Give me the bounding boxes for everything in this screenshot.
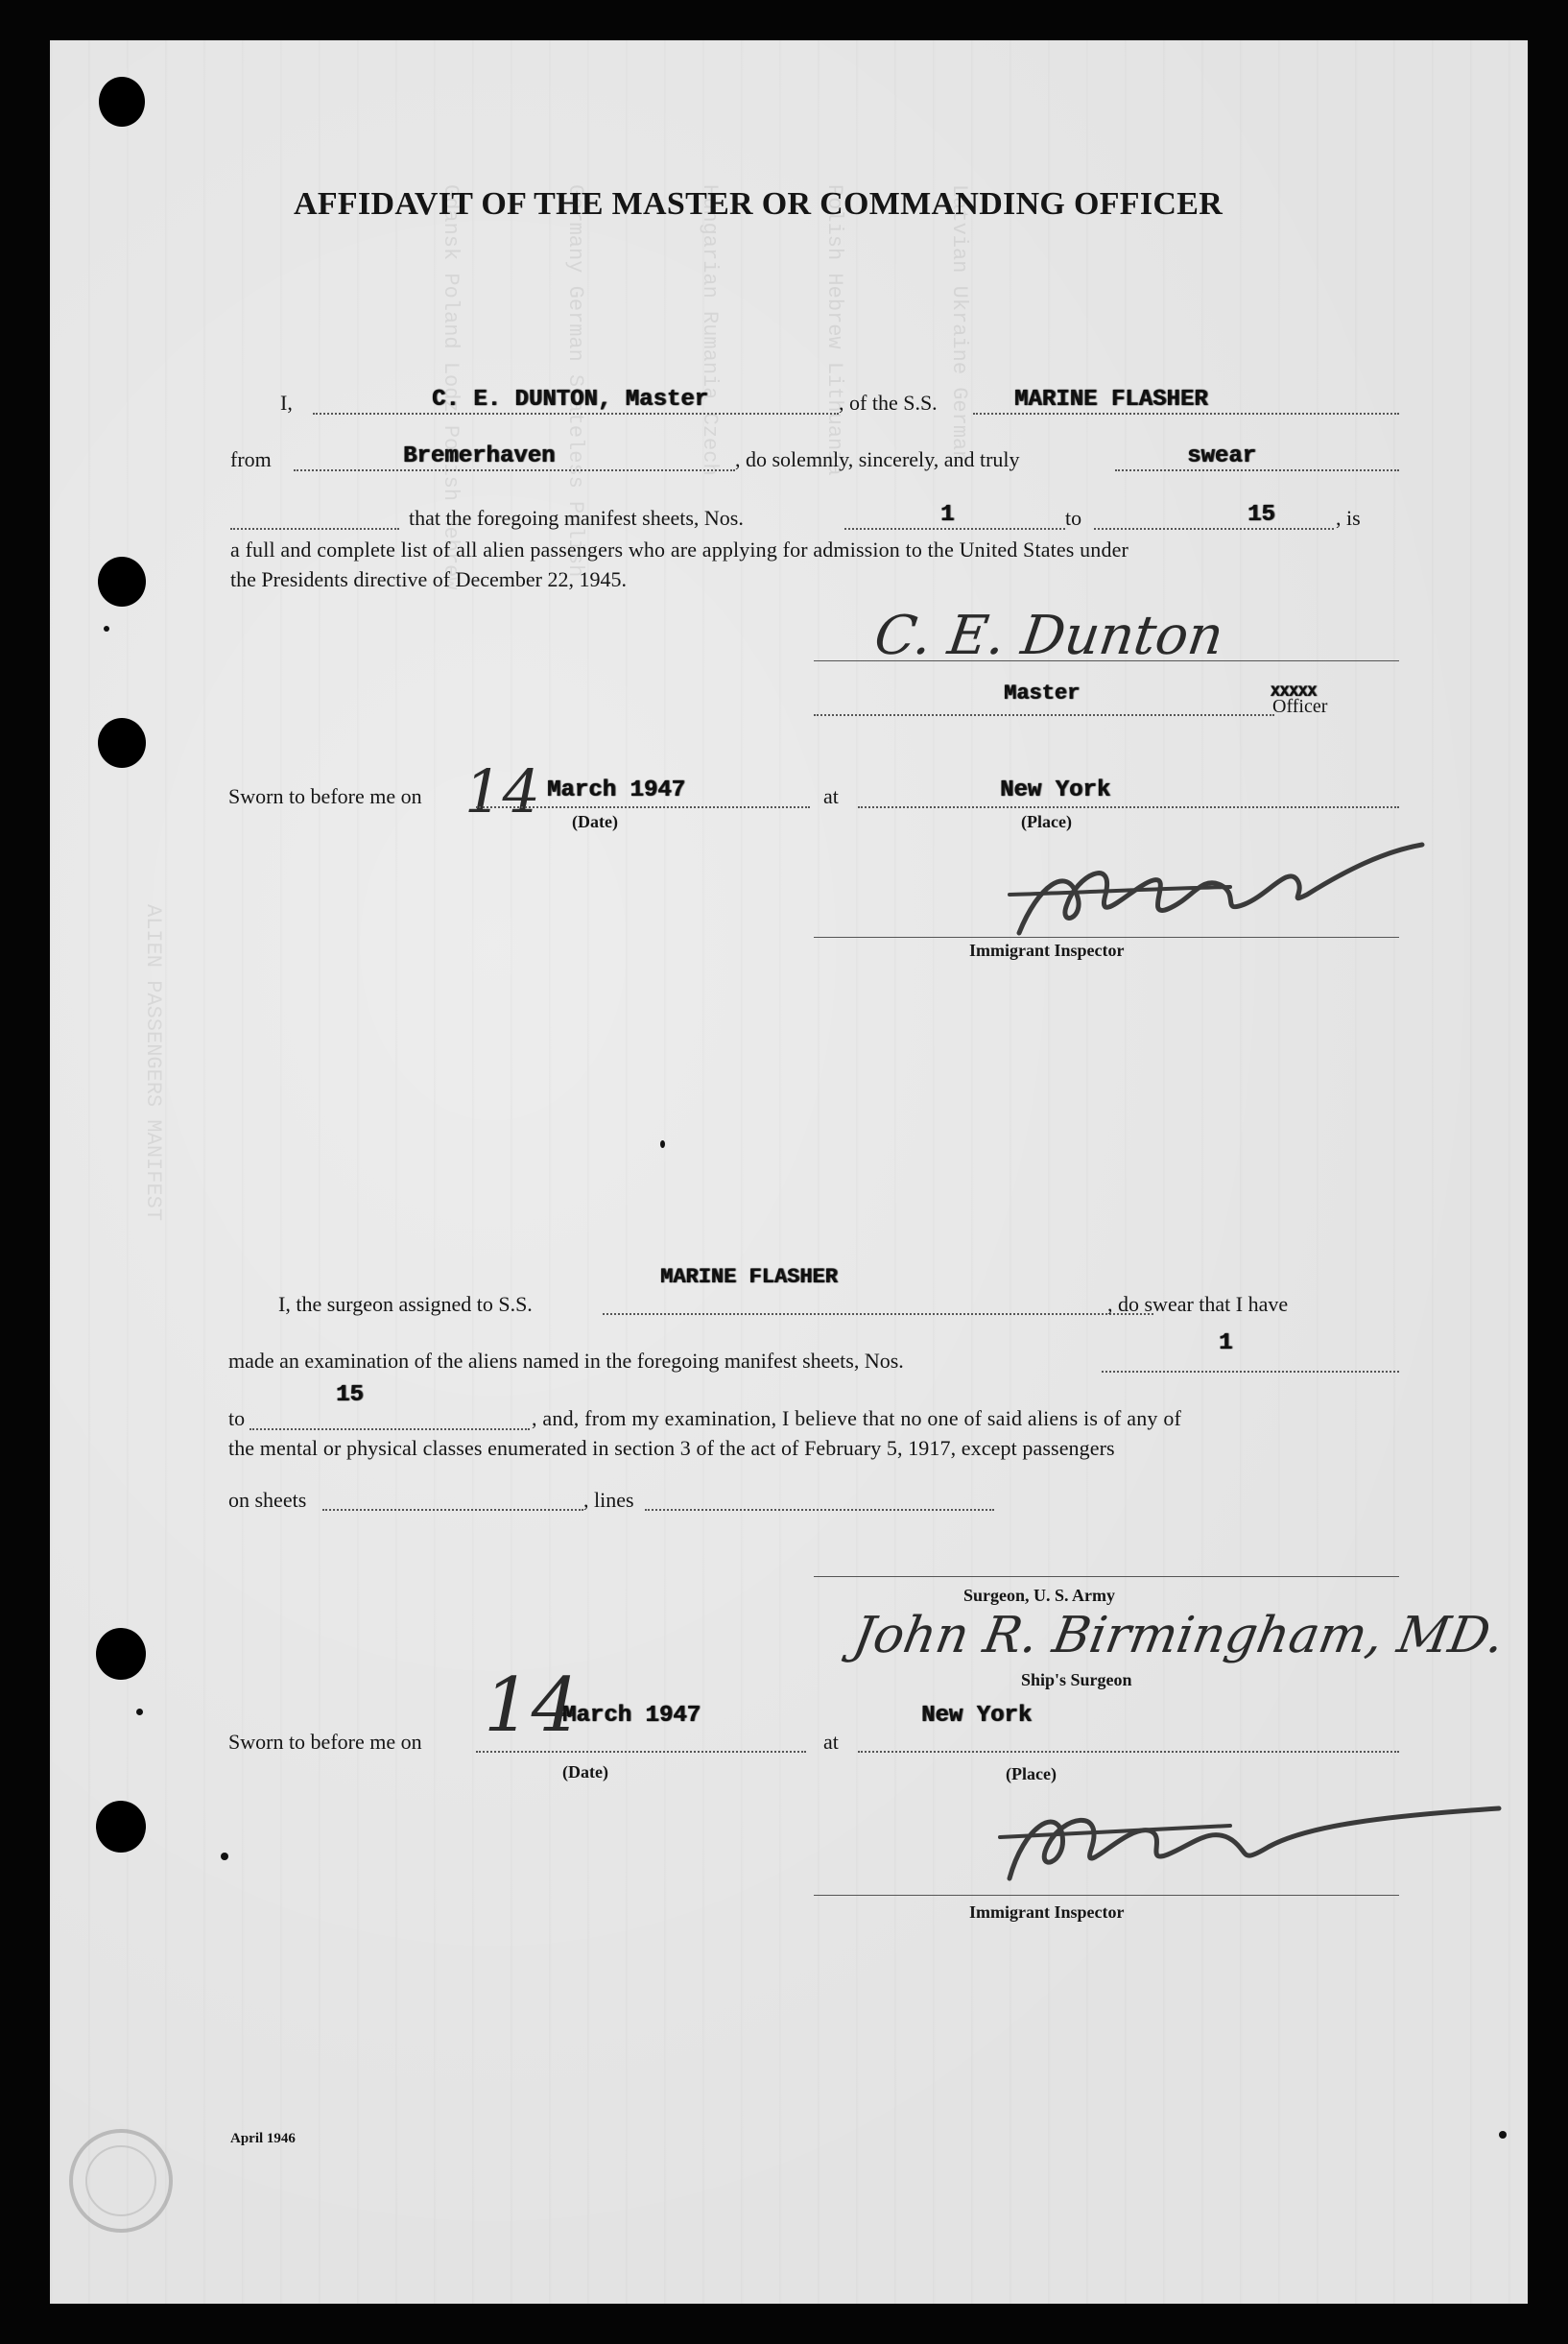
lines-label: , lines xyxy=(583,1488,634,1512)
surgeon-sheet-from: 1 xyxy=(1219,1330,1233,1356)
surgeon-sheet-to: 15 xyxy=(336,1382,364,1408)
surgeon-ship-name: MARINE FLASHER xyxy=(660,1265,838,1289)
from-label: from xyxy=(230,447,272,471)
master-inspector-caption: Immigrant Inspector xyxy=(969,941,1125,960)
master-line1-prefix: I, xyxy=(280,391,293,415)
binder-hole xyxy=(96,1801,146,1853)
master-sworn-day: 14 xyxy=(464,756,540,826)
surgeon-inspector-caption: Immigrant Inspector xyxy=(969,1902,1125,1922)
surgeon-sworn-date: March 1947 xyxy=(562,1703,701,1729)
master-to-label: to xyxy=(1065,506,1082,530)
master-is-label: , is xyxy=(1336,506,1361,530)
master-paragraph-line2: the Presidents directive of December 22, 1945. xyxy=(230,567,627,591)
departure-port: Bremerhaven xyxy=(403,443,556,469)
stamp-mark xyxy=(54,2114,188,2248)
binder-hole xyxy=(98,557,146,607)
officer-label: Officer xyxy=(1272,696,1328,717)
master-paragraph-line1: a full and complete list of all alien passengers who are applying for admission to the United States under xyxy=(230,538,1128,562)
surgeon-line1-suffix: , do swear that I have xyxy=(1107,1292,1289,1316)
surgeon-inspector-signature xyxy=(981,1787,1518,1893)
surgeon-to-label: to xyxy=(228,1406,246,1430)
binder-hole xyxy=(96,1628,146,1680)
surgeon-line2-text: made an examination of the aliens named in the foregoing manifest sheets, Nos. xyxy=(228,1349,904,1373)
oath-type: swear xyxy=(1187,443,1257,469)
surgeon-place-caption: (Place) xyxy=(1006,1764,1057,1783)
master-line2-mid: , do solemnly, sincerely, and truly xyxy=(735,447,1020,471)
master-date-caption: (Date) xyxy=(572,812,618,831)
master-signature: C. E. Dunton xyxy=(870,605,1227,667)
struck-title: XXXXX xyxy=(1271,683,1318,701)
on-sheets-label: on sheets xyxy=(228,1488,307,1512)
surgeon-at-label: at xyxy=(823,1730,839,1754)
surgeon-line4-text: the mental or physical classes enumerated in section 3 of the act of February 5, 1917, except passengers xyxy=(228,1436,1115,1460)
master-sheet-from: 1 xyxy=(940,502,955,528)
surgeon-line1-prefix: I, the surgeon assigned to S.S. xyxy=(278,1292,533,1316)
master-sworn-place: New York xyxy=(1000,777,1111,803)
master-line3-text: that the foregoing manifest sheets, Nos. xyxy=(409,506,744,530)
master-at-label: at xyxy=(823,784,839,808)
inspector-signature xyxy=(1000,827,1441,952)
master-sworn-date: March 1947 xyxy=(547,777,686,803)
binder-hole xyxy=(99,77,145,127)
master-sheet-to: 15 xyxy=(1247,502,1275,528)
surgeon-date-caption: (Date) xyxy=(562,1762,608,1782)
affidavit-sheet: Gdansk Poland Lodz Polish Hebrew Germany German Stateless Polish Hungarian Rumania Czech Polish Hebrew Lithuania Latvian Ukraine German ALIEN PASSENGERS MANIFEST AFFIDAVIT OF THE MASTER OR COMMANDING OFFICER I, C. E. DUNTON, Master , of the S.S. MARINE FLASHER from Bremerhaven , do solemnly, sincerely, and truly swear that the foregoing manifest sheets, Nos. 1 to 15 , is a full and complete list of all alien passengers who are applying for admission to the United States under the Presidents directive of December 22, 1945. C. E. Dunton Master XXXXX Officer Sworn to before me on 14 March 1947 (Date) at New York (Place) Immigrant Inspector MARINE FLASHER I, the surgeon assigned to S.S. , do swear that I have made an examination of the aliens named in the foregoing manifest sheets, Nos. 1 to 15 , and, from my examination, I believe that no one of said aliens is of any of the mental or physical classes enumerated in section 3 of the act of February 5, 1917, except passengers on sheets , lines Surgeon, U. S. Army John R. Birmingham, MD. Ship's Surgeon Sworn to before me on 14 March 1947 (Date) at New York (Place) Immigrant Inspector April 1946 xyxy=(50,40,1528,2304)
surgeon-army-caption: Surgeon, U. S. Army xyxy=(963,1586,1116,1605)
page-title: AFFIDAVIT OF THE MASTER OR COMMANDING OFFICER xyxy=(294,186,1224,222)
master-line1-mid: , of the S.S. xyxy=(839,391,938,415)
form-date: April 1946 xyxy=(230,2131,296,2146)
master-sworn-label: Sworn to before me on xyxy=(228,784,422,808)
master-ship-name: MARINE FLASHER xyxy=(1014,387,1208,413)
master-name: C. E. DUNTON, Master xyxy=(432,387,709,413)
surgeon-signature: John R. Birmingham, MD. xyxy=(848,1607,1509,1664)
surgeon-sworn-day: 14 xyxy=(484,1662,580,1749)
master-place-caption: (Place) xyxy=(1021,812,1072,831)
surgeon-line3-text: , and, from my examination, I believe that no one of said aliens is of any of xyxy=(532,1406,1182,1430)
binder-hole xyxy=(98,718,146,768)
master-rank: Master xyxy=(1004,682,1081,706)
ships-surgeon-caption: Ship's Surgeon xyxy=(1021,1670,1132,1689)
surgeon-sworn-place: New York xyxy=(921,1703,1033,1729)
surgeon-sworn-label: Sworn to before me on xyxy=(228,1730,422,1754)
